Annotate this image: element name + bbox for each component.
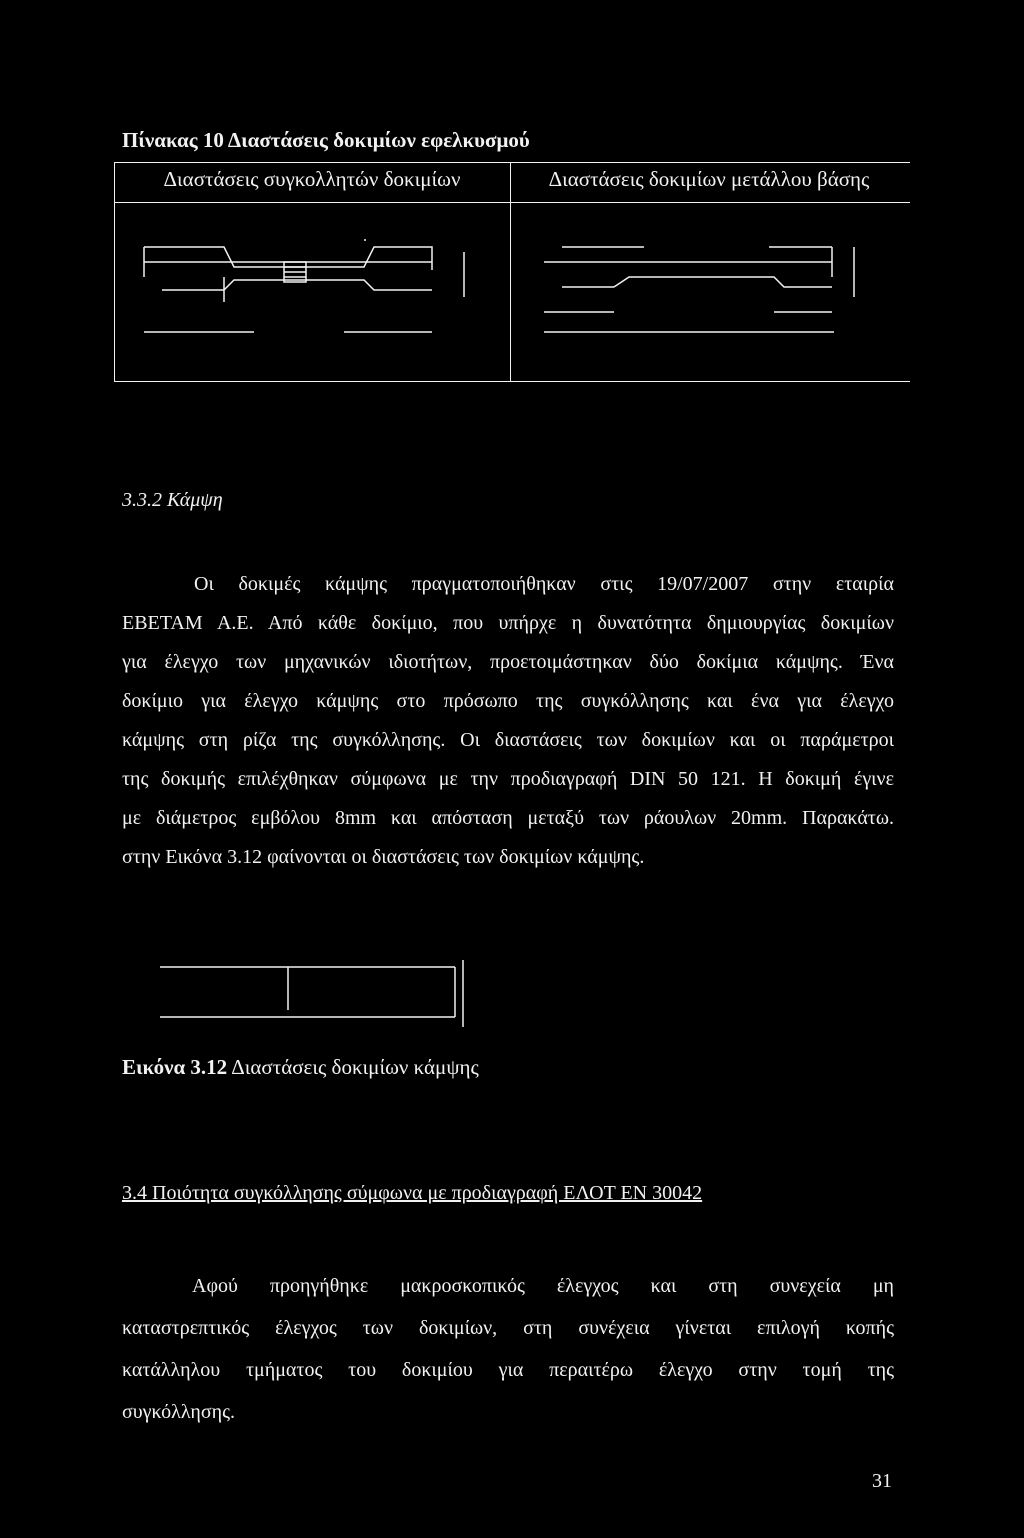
section-heading-3-4: 3.4 Ποιότητα συγκόλλησης σύμφωνα με προδιαγραφή ΕΛΟΤ ΕΝ 30042	[122, 1182, 703, 1204]
table-10	[114, 162, 910, 382]
paragraph-line: συγκόλλησης.	[122, 1401, 235, 1423]
bending-paragraph	[122, 565, 894, 877]
figure-caption-label: Εικόνα 3.12	[122, 1055, 228, 1079]
paragraph-line: κατάλληλου τμήματος του δοκιμίου για περαιτέρω έλεγχο στην τομή της	[122, 1359, 894, 1381]
paragraph-line: καταστρεπτικός έλεγχος των δοκιμίων, στη συνέχεια γίνεται επιλογή κοπής	[122, 1317, 894, 1339]
paragraph-line: για έλεγχο των μηχανικών ιδιοτήτων, προετοιμάστηκαν δύο δοκίμια κάμψης. Ένα	[122, 651, 894, 673]
bending-specimen-drawing	[150, 955, 490, 1045]
page-number: 31	[872, 1470, 892, 1492]
paragraph-line: κάμψης στη ρίζα της συγκόλλησης. Οι διαστάσεις των δοκιμίων και οι παράμετροι	[122, 729, 894, 751]
paragraph-line: ΕΒΕΤΑΜ Α.Ε. Από κάθε δοκίμιο, που υπήρχε η δυνατότητα δημιουργίας δοκιμίων	[122, 612, 894, 634]
welded-specimen-drawing	[134, 232, 494, 352]
table-caption: Πίνακας 10 Διαστάσεις δοκιμίων εφελκυσμού	[122, 128, 530, 152]
table-header-welded: Διαστάσεις συγκολλητών δοκιμίων	[163, 167, 461, 191]
base-metal-specimen-drawing	[534, 232, 894, 362]
section-heading-3-3-2: 3.3.2 Κάμψη	[122, 489, 223, 511]
quality-paragraph	[122, 1265, 894, 1433]
table-header-base-metal: Διαστάσεις δοκιμίων μετάλλου βάσης	[548, 167, 870, 191]
paragraph-line: της δοκιμής επιλέχθηκαν σύμφωνα με την προδιαγραφή DIN 50 121. Η δοκιμή έγινε	[122, 768, 894, 790]
paragraph-line: με διάμετρος εμβόλου 8mm και απόσταση μεταξύ των ράουλων 20mm. Παρακάτω.	[122, 807, 894, 829]
paragraph-line: Αφού προηγήθηκε μακροσκοπικός έλεγχος και στη συνεχεία μη	[192, 1275, 894, 1297]
figure-caption-text: Διαστάσεις δοκιμίων κάμψης	[227, 1055, 479, 1079]
paragraph-line: στην Εικόνα 3.12 φαίνονται οι διαστάσεις των δοκιμίων κάμψης.	[122, 846, 645, 868]
figure-caption	[122, 1055, 479, 1080]
paragraph-line: Οι δοκιμές κάμψης πραγματοποιήθηκαν στις 19/07/2007 στην εταιρία	[194, 573, 894, 595]
paragraph-line: δοκίμιο για έλεγχο κάμψης στο πρόσωπο της συγκόλλησης και ένα για έλεγχο	[122, 690, 894, 712]
